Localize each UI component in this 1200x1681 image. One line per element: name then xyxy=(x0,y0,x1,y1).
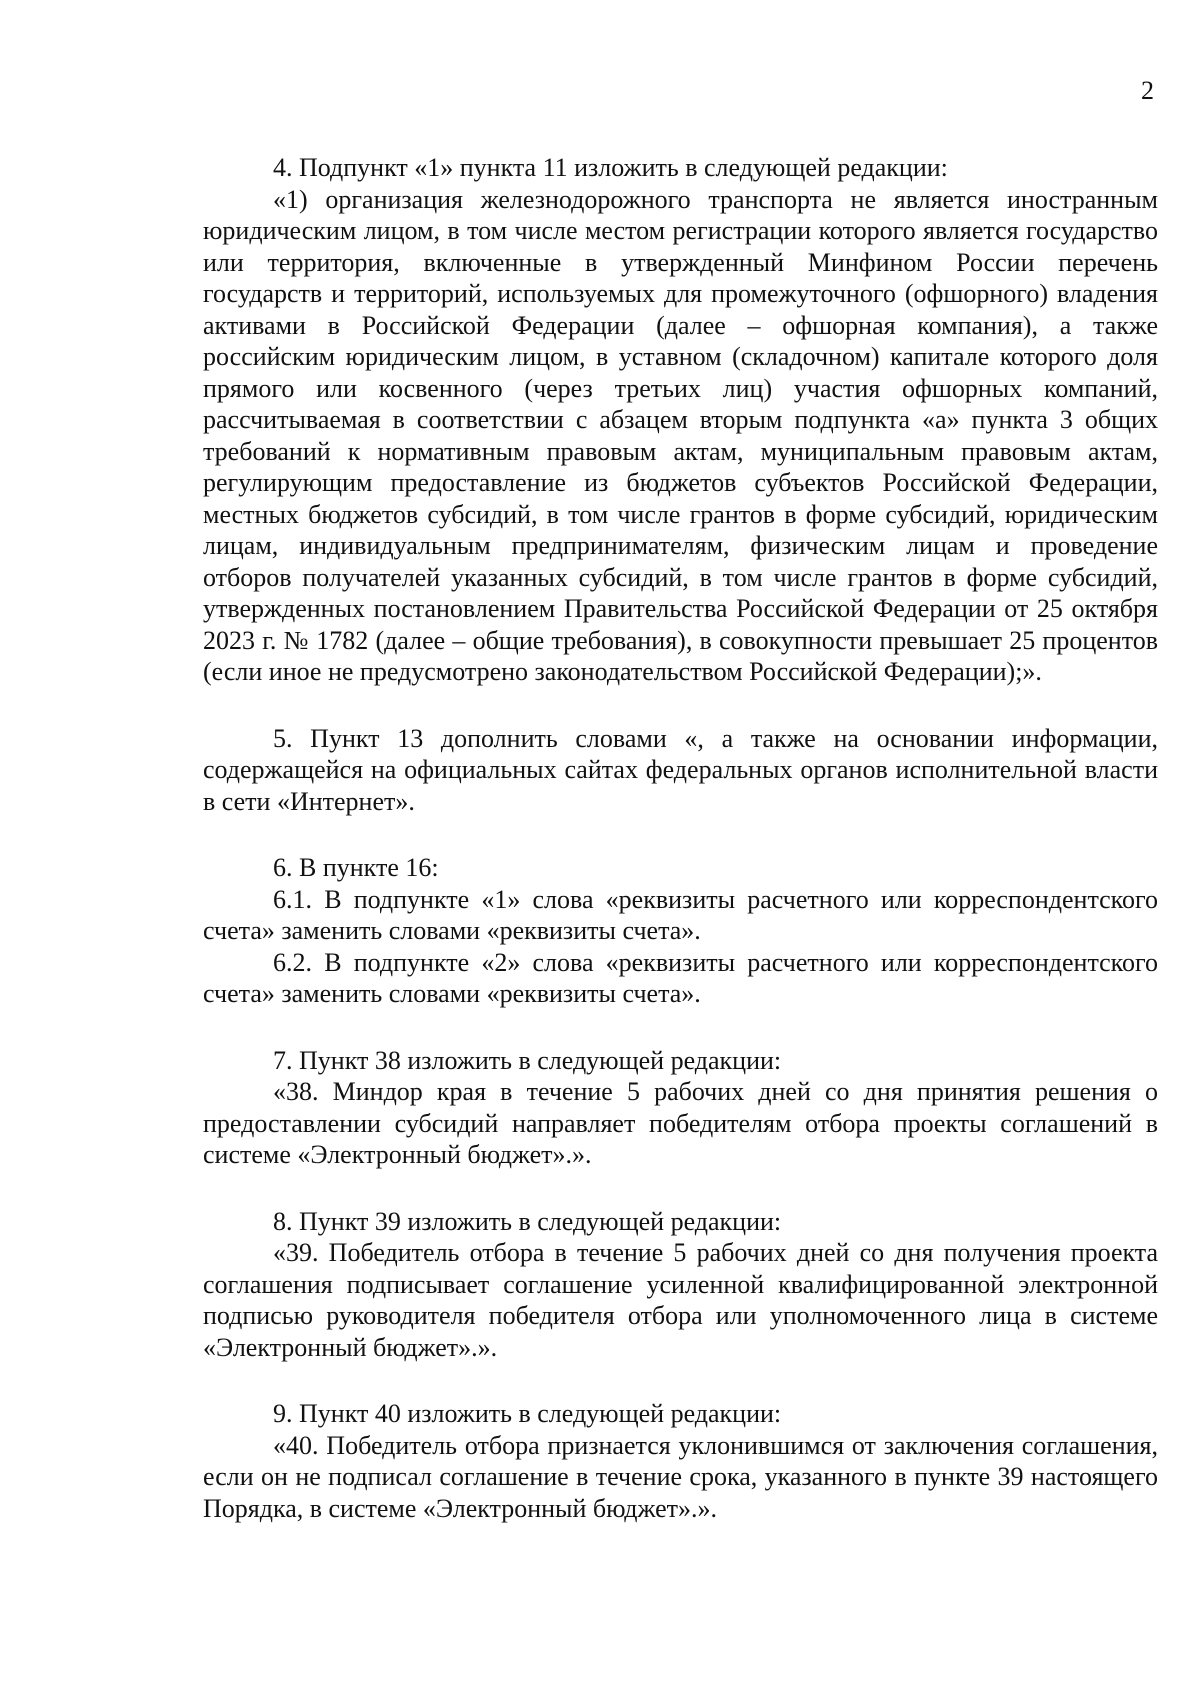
section-paragraph: «1) организация железнодорожного транспорта не является иностранным юридическим лицом, в том числе местом регистрации которого является государство или территория, включенные в утвержденный Минфином России перечень государств и территорий, используемых для промежуточного (офшорного) владения активами в Российской Федерации (далее – офшорная компания), а также российским юридическим лицом, в уставном (складочном) капитале которого доля прямого или косвенного (через третьих лиц) участия офшорных компаний, рассчитываемая в соответствии с абзацем вторым подпункта «а» пункта 3 общих требований к нормативным правовым актам, муниципальным правовым актам, регулирующим предоставление из бюджетов субъектов Российской Федерации, местных бюджетов субсидий, в том числе грантов в форме субсидий, юридическим лицам, индивидуальным предпринимателям, физическим лицам и проведение отборов получателей указанных субсидий, в том числе грантов в форме субсидий, утвержденных постановлением Правительства Российской Федерации от 25 октября 2023 г. № 1782 (далее – общие требования), в совокупности превышает 25 процентов (если иное не предусмотрено законодательством Российской Федерации);». xyxy=(203,184,1158,686)
section-paragraph: 6.1. В подпункте «1» слова «реквизиты расчетного или корреспондентского счета» заменить словами «реквизиты счета». xyxy=(203,884,1158,945)
section-heading: 4. Подпункт «1» пункта 11 изложить в следующей редакции: xyxy=(273,153,948,182)
section-item-4 xyxy=(203,152,1158,688)
section-paragraph: «39. Победитель отбора в течение 5 рабочих дней со дня получения проекта соглашения подписывает соглашение усиленной квалифицированной электронной подписью руководителя победителя отбора или уполномоченного лица в системе «Электронный бюджет».». xyxy=(203,1238,1158,1362)
section-heading: 8. Пункт 39 изложить в следующей редакции: xyxy=(273,1206,782,1236)
section-paragraph: 6.2. В подпункте «2» слова «реквизиты расчетного или корреспондентского счета» заменить словами «реквизиты счета». xyxy=(203,947,1158,1008)
document-body xyxy=(203,152,1158,1559)
page-number: 2 xyxy=(1141,76,1154,105)
section-heading: 9. Пункт 40 изложить в следующей редакции: xyxy=(273,1399,782,1428)
section-heading: 7. Пункт 38 изложить в следующей редакции: xyxy=(273,1045,782,1075)
section-heading: 6. В пункте 16: xyxy=(273,853,439,882)
section-paragraph: 5. Пункт 13 дополнить словами «, а также на основании информации, содержащейся на официальных сайтах федеральных органов исполнительной власти в сети «Интернет». xyxy=(203,723,1158,816)
section-paragraph: «40. Победитель отбора признается уклонившимся от заключения соглашения, если он не подписал соглашение в течение срока, указанного в пункте 39 настоящего Порядка, в системе «Электронный бюджет».». xyxy=(203,1430,1158,1523)
section-item-5 xyxy=(203,723,1158,818)
section-item-9 xyxy=(203,1398,1158,1524)
section-item-7 xyxy=(203,1045,1158,1171)
section-item-6 xyxy=(203,852,1158,1010)
section-item-8 xyxy=(203,1206,1158,1364)
section-paragraph: «38. Миндор края в течение 5 рабочих дней со дня принятия решения о предоставлении субсидий направляет победителям отбора проекты соглашений в системе «Электронный бюджет».». xyxy=(203,1077,1158,1169)
